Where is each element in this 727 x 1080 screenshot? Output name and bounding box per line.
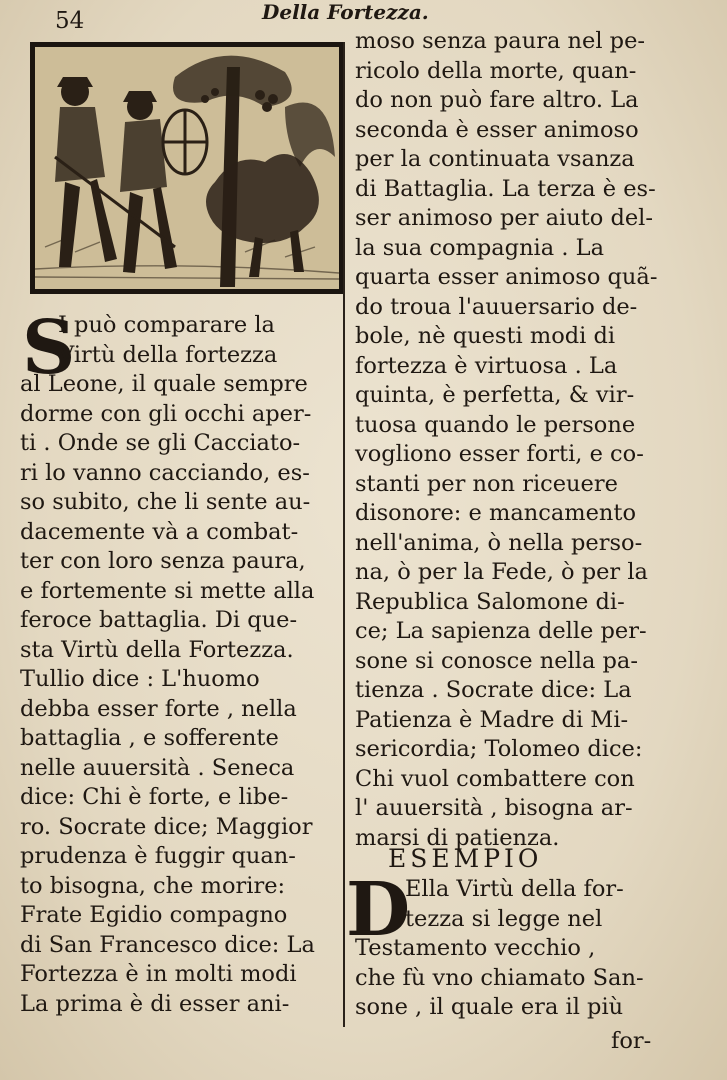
text-line: do troua l'auuersario de- — [355, 293, 638, 320]
text-line: la sua compagnia . La — [355, 234, 604, 261]
left-column-text — [20, 305, 340, 1019]
text-line: Tullio dice : L'huomo — [20, 666, 260, 692]
text-line: do non può fare altro. La — [355, 87, 639, 113]
text-line: per la continuata vsanza — [355, 146, 635, 172]
text-line: nelle auuersità . Seneca — [20, 754, 295, 781]
text-line: stanti per non riceuere — [355, 470, 618, 497]
text-line: tezza si legge nel — [405, 905, 603, 932]
text-line: di San Francesco dice: La — [20, 931, 315, 958]
text-line: La prima è di esser ani- — [20, 990, 290, 1017]
text-line: che fù vno chiamato San- — [355, 964, 644, 991]
text-line: bole, nè questi modi di — [355, 323, 616, 349]
text-line: ricolo della morte, quan- — [355, 57, 637, 84]
column-rule — [343, 42, 345, 1027]
section-heading: ESEMPIO — [388, 844, 543, 873]
running-title: Della Fortezza. — [262, 0, 429, 24]
text-line: ti . Onde se gli Cacciato- — [20, 430, 301, 456]
text-line: prudenza è fuggir quan- — [20, 843, 296, 869]
text-line: Ella Virtù della for- — [405, 876, 624, 902]
text-line: to bisogna, che morire: — [20, 872, 286, 899]
woodcut-illustration — [30, 42, 344, 294]
text-line: feroce battaglia. Di que- — [20, 607, 298, 633]
catchword: for- — [611, 1028, 652, 1054]
left-dropcap: S — [22, 305, 76, 391]
text-line: nell'anima, ò nella perso- — [355, 529, 643, 556]
text-line: fortezza è virtuosa . La — [355, 352, 618, 379]
text-line: Frate Egidio compagno — [20, 902, 288, 928]
text-line: ri lo vanno cacciando, es- — [20, 459, 310, 486]
text-line: e fortemente si mette alla — [20, 577, 315, 604]
text-line: Virtù della fortezza — [58, 341, 278, 368]
text-line: Chi vuol combattere con — [355, 765, 635, 792]
right-dropcap: D — [346, 867, 411, 953]
text-line: Fortezza è in molti modi — [20, 961, 297, 987]
text-line: dacemente và a combat- — [20, 518, 299, 545]
text-line: vogliono esser forti, e co- — [355, 441, 644, 467]
text-line: dice: Chi è forte, e libe- — [20, 784, 289, 810]
hunters-and-lion-icon — [35, 47, 339, 289]
text-line: quinta, è perfetta, & vir- — [355, 382, 635, 408]
text-line: dorme con gli occhi aper- — [20, 400, 312, 427]
text-line: di Battaglia. La terza è es- — [355, 175, 656, 202]
text-line: Patienza è Madre di Mi- — [355, 706, 629, 733]
page-number: 54 — [55, 8, 85, 34]
text-line: tuosa quando le persone — [355, 411, 636, 438]
text-line: marsi di patienza. — [355, 824, 560, 851]
example-text — [355, 875, 715, 1023]
text-line: moso senza paura nel pe- — [355, 28, 646, 54]
right-column-text — [355, 27, 715, 853]
text-line: al Leone, il quale sempre — [20, 371, 308, 397]
text-line: ce; La sapienza delle per- — [355, 618, 647, 644]
text-line: so subito, che li sente au- — [20, 489, 311, 515]
text-line: sone si conosce nella pa- — [355, 647, 638, 674]
text-line: l' auuersità , bisogna ar- — [355, 795, 633, 821]
text-line: ro. Socrate dice; Maggior — [20, 813, 313, 840]
text-line: sta Virtù della Fortezza. — [20, 636, 294, 663]
text-line: na, ò per la Fede, ò per la — [355, 559, 648, 585]
text-line: ser animoso per aiuto del- — [355, 205, 653, 231]
text-line: battaglia , e sofferente — [20, 725, 279, 751]
text-line: seconda è esser animoso — [355, 116, 639, 143]
text-line: debba esser forte , nella — [20, 695, 297, 722]
text-line: quarta esser animoso quã- — [355, 264, 658, 290]
text-line: tienza . Socrate dice: La — [355, 677, 632, 703]
text-line: Testamento vecchio , — [355, 935, 596, 961]
text-line: Republica Salomone di- — [355, 588, 625, 615]
text-line: sericordia; Tolomeo dice: — [355, 736, 643, 762]
text-line: disonore: e mancamento — [355, 500, 636, 526]
text-line: I può comparare la — [58, 312, 275, 338]
text-line: ter con loro senza paura, — [20, 548, 306, 574]
text-line: sone , il quale era il più — [355, 994, 624, 1020]
